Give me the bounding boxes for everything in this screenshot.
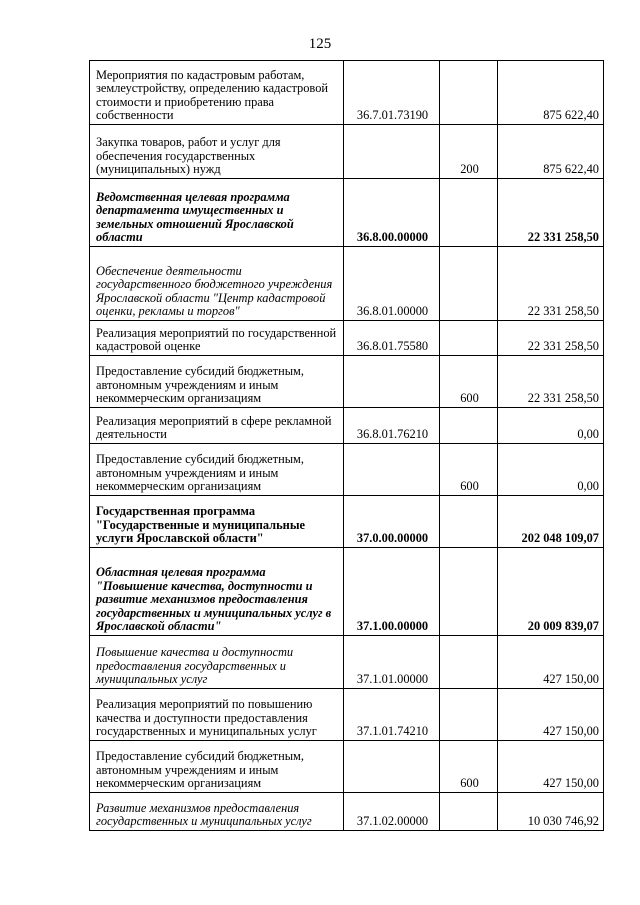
row-name: Предоставление субсидий бюджетным, автономным учреждениям и иным некоммерческим организациям xyxy=(90,444,344,496)
row-expense-type xyxy=(440,179,498,247)
row-code: 36.8.01.00000 xyxy=(344,247,440,321)
table-row xyxy=(90,179,604,247)
row-name: Ведомственная целевая программа департамента имущественных и земельных отношений Ярославской области xyxy=(90,179,344,247)
table-row xyxy=(90,125,604,179)
row-expense-type: 600 xyxy=(440,741,498,793)
row-name: Повышение качества и доступности предоставления государственных и муниципальных услуг xyxy=(90,636,344,689)
row-sum: 875 622,40 xyxy=(498,125,604,179)
row-name: Предоставление субсидий бюджетным, автономным учреждениям и иным некоммерческим организациям xyxy=(90,356,344,408)
row-sum: 202 048 109,07 xyxy=(498,496,604,548)
table-row xyxy=(90,356,604,408)
budget-table-body xyxy=(90,61,604,831)
row-sum: 0,00 xyxy=(498,444,604,496)
row-code xyxy=(344,356,440,408)
row-name: Реализация мероприятий по государственной кадастровой оценке xyxy=(90,321,344,356)
table-row xyxy=(90,247,604,321)
row-expense-type xyxy=(440,247,498,321)
budget-table xyxy=(89,60,604,831)
table-row xyxy=(90,636,604,689)
page-number: 125 xyxy=(308,36,332,52)
row-sum: 427 150,00 xyxy=(498,741,604,793)
row-sum: 20 009 839,07 xyxy=(498,548,604,636)
table-row xyxy=(90,408,604,444)
row-expense-type xyxy=(440,689,498,741)
row-expense-type xyxy=(440,408,498,444)
row-code: 37.1.01.74210 xyxy=(344,689,440,741)
row-name: Реализация мероприятий по повышению качества и доступности предоставления государственных и муниципальных услуг xyxy=(90,689,344,741)
row-code: 37.1.00.00000 xyxy=(344,548,440,636)
row-expense-type xyxy=(440,548,498,636)
row-sum: 427 150,00 xyxy=(498,636,604,689)
row-expense-type: 600 xyxy=(440,444,498,496)
table-row xyxy=(90,548,604,636)
row-code: 36.8.01.76210 xyxy=(344,408,440,444)
row-code: 37.1.02.00000 xyxy=(344,793,440,831)
row-code: 36.8.00.00000 xyxy=(344,179,440,247)
row-name: Обеспечение деятельности государственного бюджетного учреждения Ярославской области "Центр кадастровой оценки, рекламы и торгов" xyxy=(90,247,344,321)
row-expense-type xyxy=(440,793,498,831)
row-sum: 0,00 xyxy=(498,408,604,444)
row-name: Государственная программа "Государственные и муниципальные услуги Ярославской области" xyxy=(90,496,344,548)
row-sum: 22 331 258,50 xyxy=(498,321,604,356)
row-expense-type xyxy=(440,496,498,548)
row-code: 36.7.01.73190 xyxy=(344,61,440,125)
table-row xyxy=(90,689,604,741)
table-row xyxy=(90,793,604,831)
row-name: Областная целевая программа "Повышение качества, доступности и развитие механизмов предоставления государственных и муниципальных услуг в Ярославской области" xyxy=(90,548,344,636)
row-expense-type xyxy=(440,321,498,356)
table-row xyxy=(90,741,604,793)
row-sum: 22 331 258,50 xyxy=(498,247,604,321)
table-row xyxy=(90,496,604,548)
row-code xyxy=(344,741,440,793)
row-name: Мероприятия по кадастровым работам, землеустройству, определению кадастровой стоимости и приобретению права собственности xyxy=(90,61,344,125)
row-code xyxy=(344,444,440,496)
row-sum: 427 150,00 xyxy=(498,689,604,741)
row-sum: 875 622,40 xyxy=(498,61,604,125)
row-sum: 10 030 746,92 xyxy=(498,793,604,831)
row-name: Предоставление субсидий бюджетным, автономным учреждениям и иным некоммерческим организациям xyxy=(90,741,344,793)
row-expense-type: 200 xyxy=(440,125,498,179)
row-sum: 22 331 258,50 xyxy=(498,356,604,408)
table-row xyxy=(90,444,604,496)
row-code: 36.8.01.75580 xyxy=(344,321,440,356)
row-sum: 22 331 258,50 xyxy=(498,179,604,247)
row-name: Закупка товаров, работ и услуг для обеспечения государственных (муниципальных) нужд xyxy=(90,125,344,179)
row-code: 37.1.01.00000 xyxy=(344,636,440,689)
row-expense-type xyxy=(440,636,498,689)
row-name: Реализация мероприятий в сфере рекламной деятельности xyxy=(90,408,344,444)
row-code xyxy=(344,125,440,179)
table-row xyxy=(90,61,604,125)
row-name: Развитие механизмов предоставления государственных и муниципальных услуг xyxy=(90,793,344,831)
row-expense-type xyxy=(440,61,498,125)
table-row xyxy=(90,321,604,356)
row-code: 37.0.00.00000 xyxy=(344,496,440,548)
row-expense-type: 600 xyxy=(440,356,498,408)
